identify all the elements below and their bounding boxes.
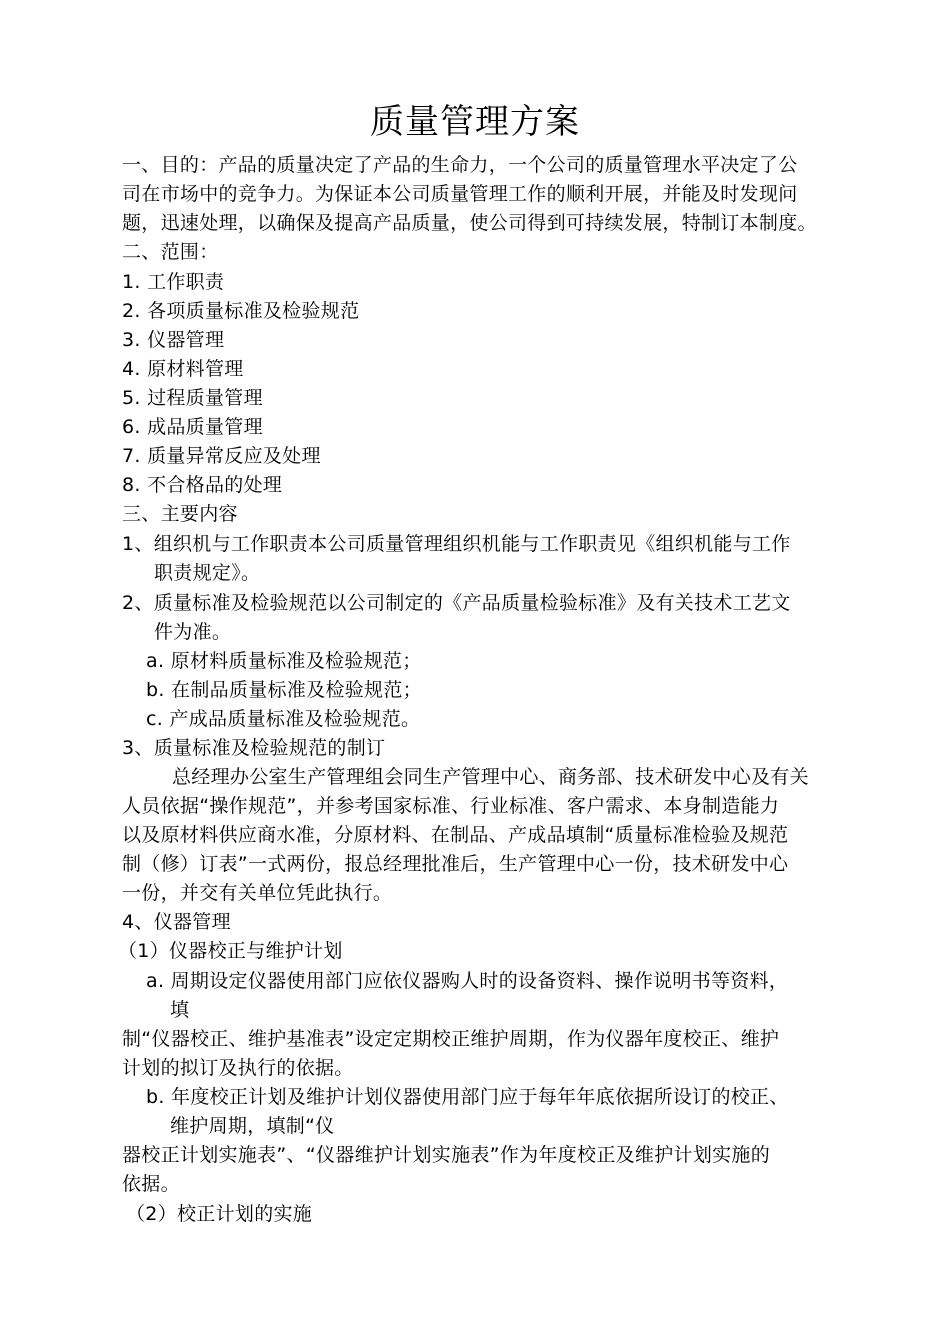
section-2-line-1: 2、质量标准及检验规范以公司制定的《产品质量检验标准》及有关技术工艺文	[122, 592, 791, 614]
section-1-line-2: 职责规定》。	[154, 562, 261, 584]
subsection-4-1-item-a-line-3: 制“仪器校正、维护基准表”设定定期校正维护周期，作为仪器年度校正、维护	[122, 1028, 780, 1050]
subsection-4-1-item-a-line-4: 计划的拟订及执行的依据。	[122, 1057, 354, 1079]
section-2-item-c: c. 产成品质量标准及检验规范。	[146, 708, 421, 730]
scope-item-1: 1. 工作职责	[122, 271, 225, 293]
section-3-heading: 3、质量标准及检验规范的制订	[122, 737, 386, 759]
subsection-4-1-item-b-line-4: 依据。	[122, 1173, 180, 1195]
scope-item-7: 7. 质量异常反应及处理	[122, 445, 321, 467]
subsection-4-1-item-b-line-1: b. 年度校正计划及维护计划仪器使用部门应于每年年底依据所设订的校正、	[146, 1086, 789, 1108]
subsection-4-1-item-b-line-3: 器校正计划实施表”、“仪器维护计划实施表”作为年度校正及维护计划实施的	[122, 1144, 771, 1166]
section-3-line-5: 一份，并交有关单位凭此执行。	[122, 882, 393, 904]
purpose-line-1: 一、目的：产品的质量决定了产品的生命力，一个公司的质量管理水平决定了公	[122, 154, 798, 176]
subsection-4-1-item-a-line-2: 填	[170, 999, 190, 1021]
subsection-4-1-item-a-line-1: a. 周期设定仪器使用部门应依仪器购人时的设备资料、操作说明书等资料，	[146, 970, 789, 992]
purpose-line-3: 题，迅速处理，以确保及提高产品质量，使公司得到可持续发展，特制订本制度。	[122, 212, 817, 234]
section-4-heading: 4、仪器管理	[122, 911, 231, 933]
subsection-4-1-item-b-line-2: 维护周期，填制“仪	[170, 1115, 335, 1137]
section-2-item-a: a. 原材料质量标准及检验规范；	[146, 650, 422, 672]
section-2-item-b: b. 在制品质量标准及检验规范；	[146, 679, 422, 701]
scope-heading: 二、范围：	[122, 241, 219, 263]
scope-item-5: 5. 过程质量管理	[122, 387, 263, 409]
section-1-line-1: 1、组织机与工作职责本公司质量管理组织机能与工作职责见《组织机能与工作	[122, 533, 791, 555]
scope-item-8: 8. 不合格品的处理	[122, 474, 283, 496]
section-3-line-4: 制（修）订表”一式两份，报总经理批准后，生产管理中心一份，技术研发中心	[122, 853, 789, 875]
scope-item-4: 4. 原材料管理	[122, 358, 244, 380]
scope-item-2: 2. 各项质量标准及检验规范	[122, 300, 360, 322]
section-3-line-3: 以及原材料供应商水准，分原材料、在制品、产成品填制“质量标准检验及规范	[122, 824, 789, 846]
document-title: 质量管理方案	[370, 102, 580, 142]
section-3-line-2: 人员依据“操作规范”，并参考国家标准、行业标准、客户需求、本身制造能力	[122, 795, 780, 817]
main-content-heading: 三、主要内容	[122, 503, 238, 525]
section-2-line-2: 件为准。	[154, 621, 232, 643]
subsection-4-1-heading: （1）仪器校正与维护计划	[118, 940, 343, 962]
purpose-line-2: 司在市场中的竞争力。为保证本公司质量管理工作的顺利开展，并能及时发现问	[122, 183, 798, 205]
subsection-4-2-heading: （2）校正计划的实施	[126, 1203, 313, 1225]
section-3-line-1: 总经理办公室生产管理组会同生产管理中心、商务部、技术研发中心及有关	[172, 766, 809, 788]
scope-item-3: 3. 仪器管理	[122, 329, 225, 351]
scope-item-6: 6. 成品质量管理	[122, 416, 263, 438]
